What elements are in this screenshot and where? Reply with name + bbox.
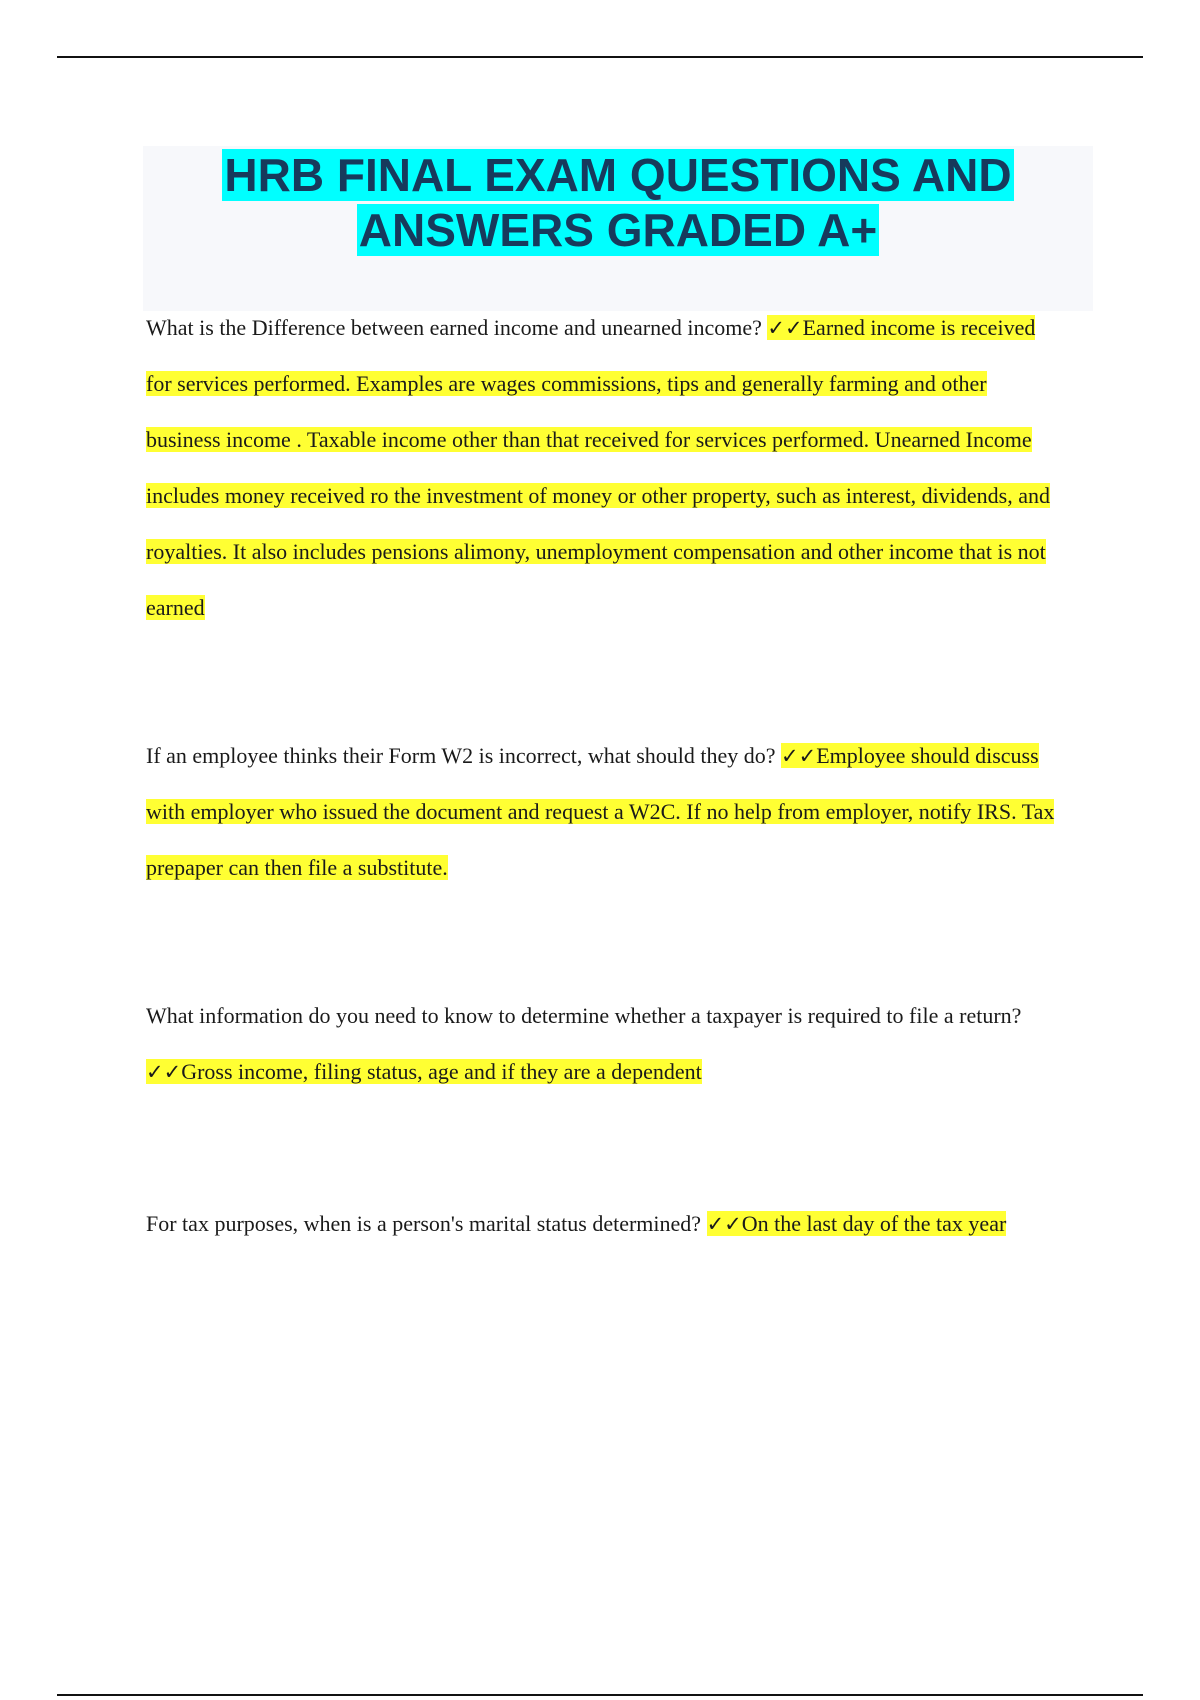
top-rule [57,56,1143,58]
question-text: What is the Difference between earned income and unearned income? [146,315,768,340]
question-text: For tax purposes, when is a person's marital status determined? [146,1211,707,1236]
answer-highlight [146,315,1050,620]
double-check-icon: ✓✓ [767,316,803,340]
double-check-icon: ✓✓ [706,1212,742,1236]
title-line-1: HRB FINAL EXAM QUESTIONS AND [224,149,1012,201]
answer-text: Employee should discuss with employer who issued the document and request a W2C. If no help from employer, notify IRS. Tax prepaper can then file a substitute. [146,743,1055,880]
question-text: What information do you need to know to determine whether a taxpayer is required to file a return? [146,1003,1022,1028]
answer-text: Gross income, filing status, age and if they are a dependent [181,1059,702,1084]
answer-text: Earned income is received for services performed. Examples are wages commissions, tips and generally farming and other business income . Taxable income other than that received for services performed. Unearned Income includes money received ro the investment of money or other property, such as interest, dividends, and royalties. It also includes pensions alimony, unemployment compensation and other income that is not earned [146,315,1050,620]
double-check-icon: ✓✓ [146,1060,182,1084]
answer-highlight [146,1059,702,1084]
double-check-icon: ✓✓ [781,744,817,768]
qa-item [146,728,1066,896]
title-banner [143,146,1093,311]
qa-list [146,300,1066,1252]
answer-highlight [707,1211,1007,1236]
title-line-2: ANSWERS GRADED A+ [358,204,878,256]
page-title [143,146,1093,258]
answer-text: On the last day of the tax year [741,1211,1007,1236]
qa-item [146,1196,1066,1252]
question-text: If an employee thinks their Form W2 is incorrect, what should they do? [146,743,782,768]
qa-item [146,300,1066,636]
bottom-rule [57,1694,1143,1696]
qa-item [146,988,1066,1100]
